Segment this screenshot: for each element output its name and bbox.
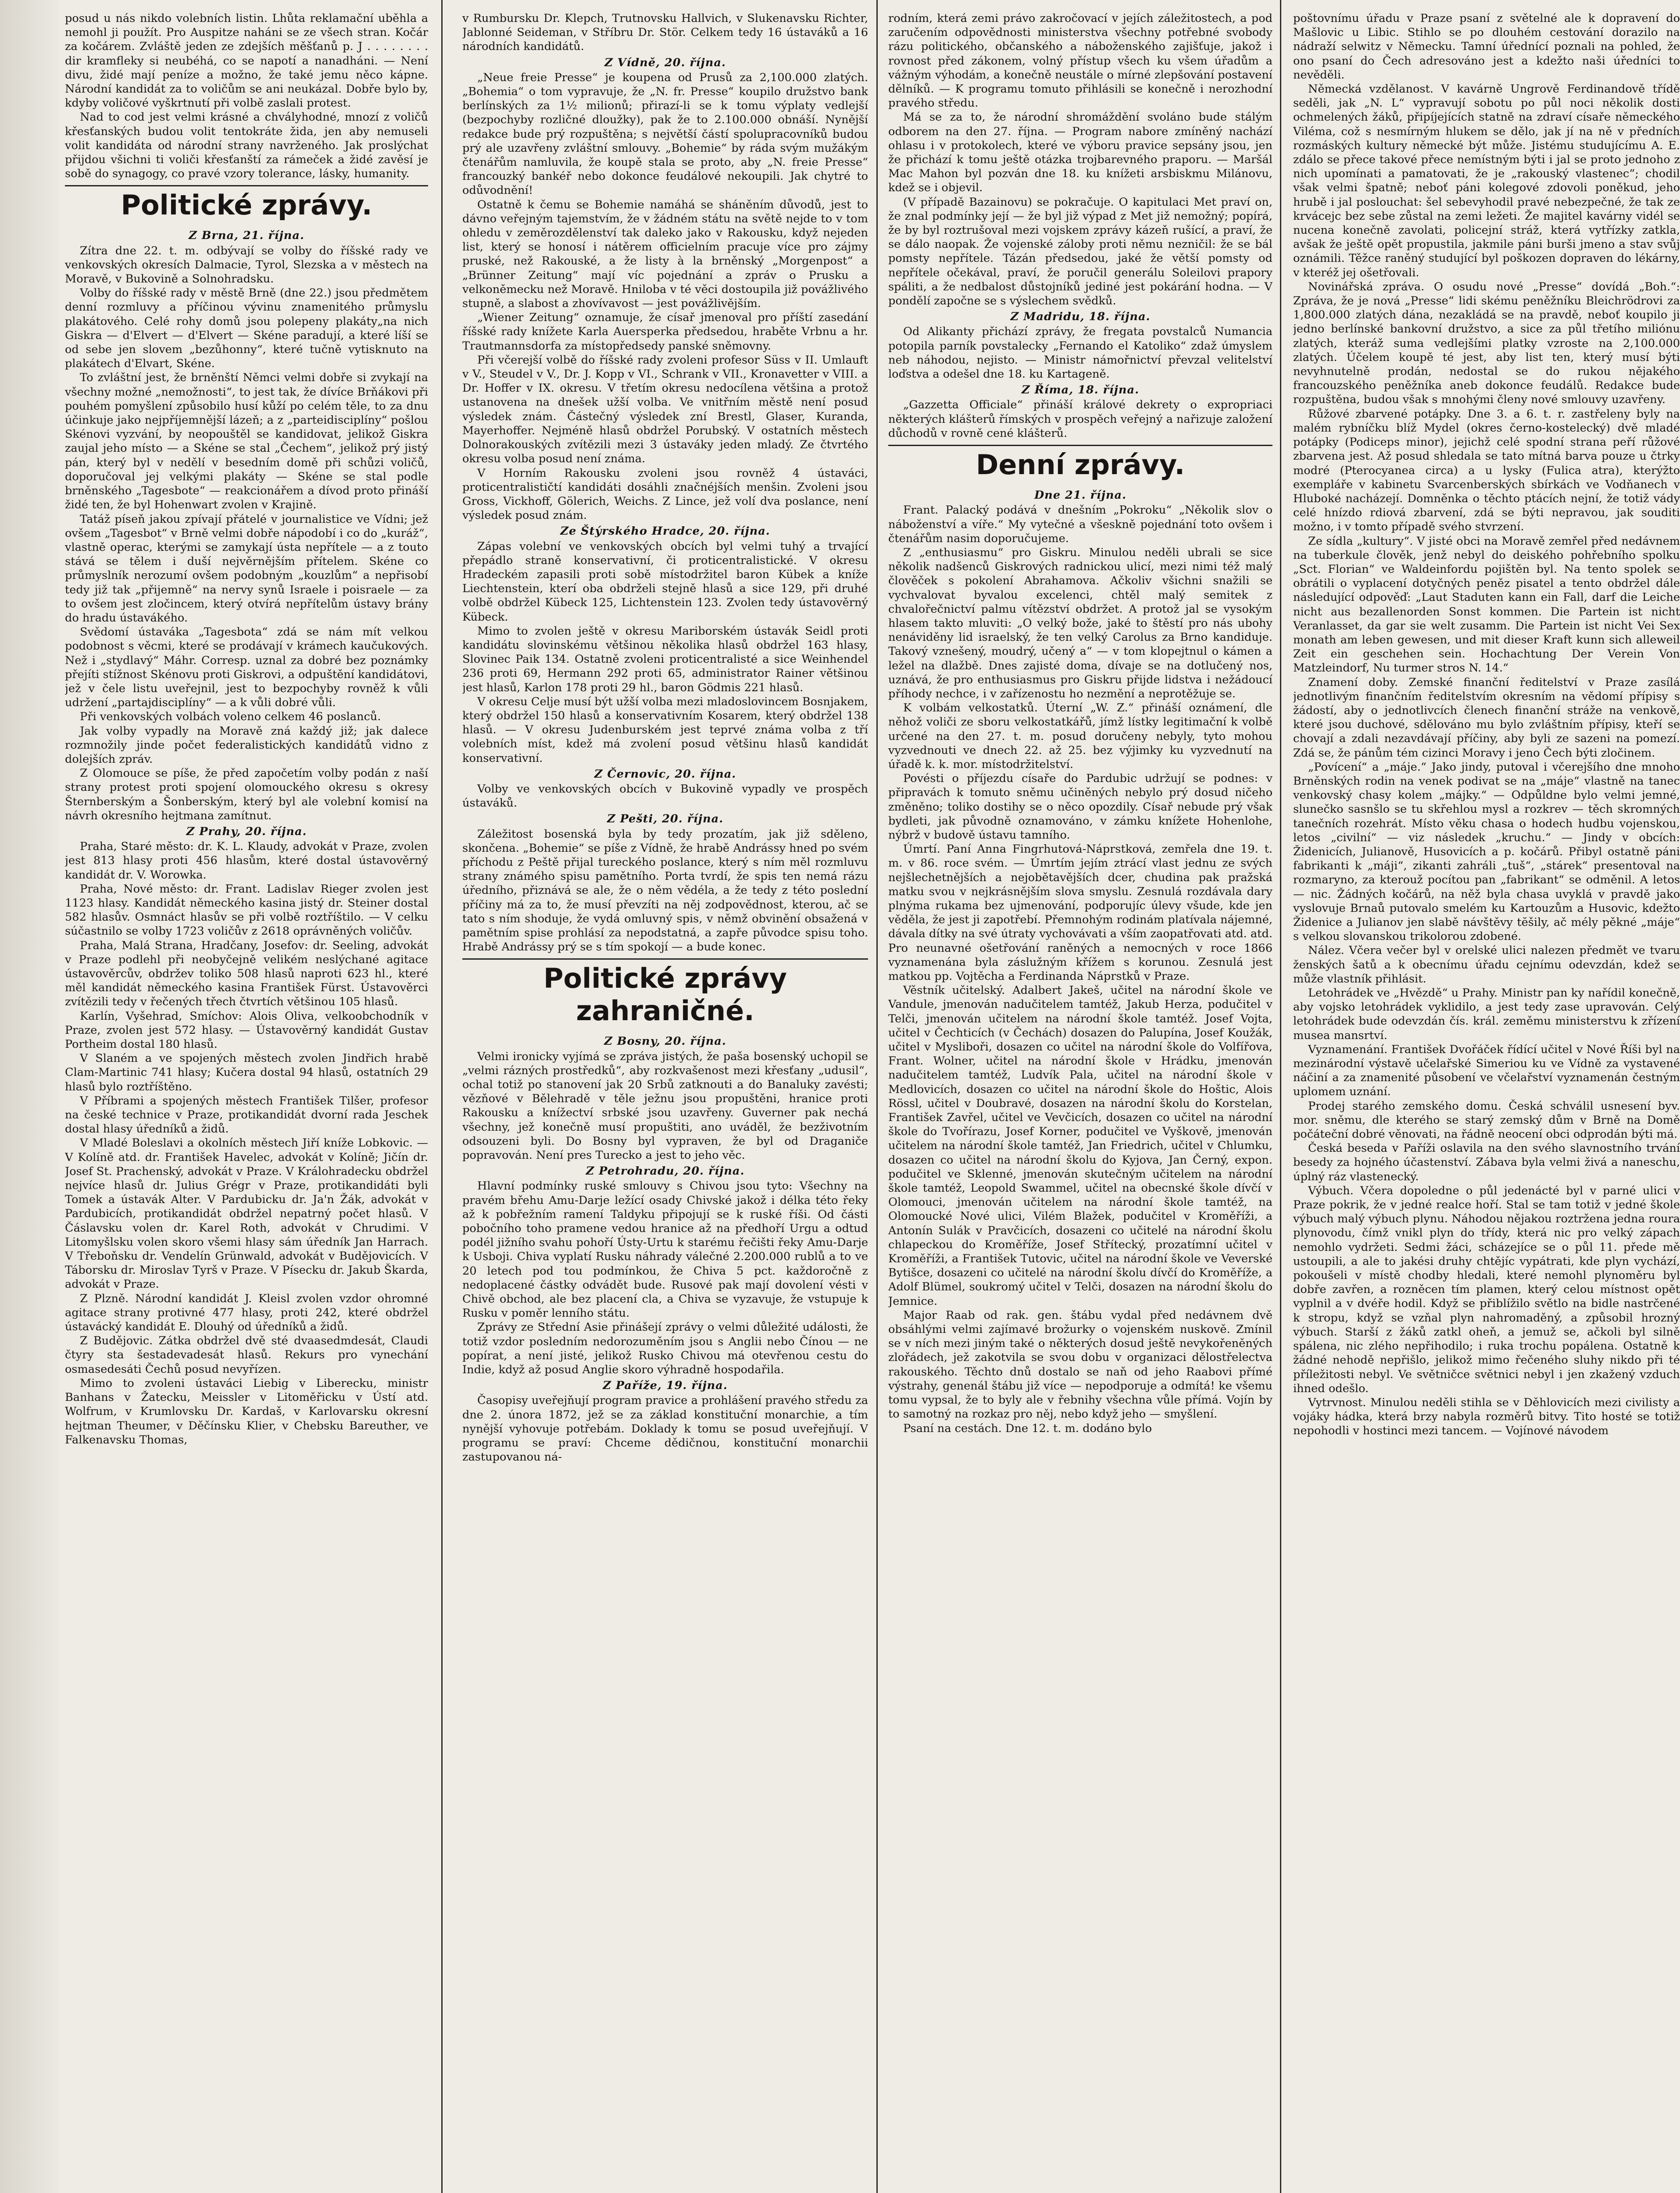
article-paragraph: Při včerejší volbě do říšské rady zvoleni profesor Süss v II. Umlauft v V., Steudel v V., Dr. J. Kopp v VI., Schrank v VII., Kronavetter v VIII. a Dr. Hoffer v IX. okresu. V třetím okresu nedocílena většina a protož ustanovena na dnešek užší volba. Ve vnitřním městě není posud výsledek znám. Částečný výsledek zní Brestl, Glaser, Kuranda, Mayerhoffer. Nejméně hlasů obdržel Porubský. V ostatních městech Dolnorakouských zvítězili mezi 3 ústaváky jeden mladý. Ze čtvrtého okresu volba posud není známa. [462,353,868,466]
dateline: Z Prahy, 20. října. [186,825,307,838]
article-paragraph: Vytrvnost. Minulou neděli stihla se v Děhlovicích mezi civilisty a vojáky hádka, která brzy nabyla rozměrů bitvy. Tito hosté se totiž nepohodli v hostinci mezi tancem. — Vojínové návodem [1293,1396,1680,1438]
article-paragraph: Povésti o příjezdu císaře do Pardubic udržují se podnes: v připravách k tomuto sněmu učiněných nebylo prý dosud ničeho změněno; toliko dostihy se o něco opozdily. Císař nebude prý však bydleti, jak původně oznamováno, v zámku knížete Hohenlohe, nýbrž v budově ústavu tamního. [888,772,1273,842]
article-paragraph: Vyznamenání. František Dvořáček řídící učitel v Nové Říši byl na mezinárodní výstavě učelařské Simeriou ku ve Vídně za vystavené náčiní a za znamenité působení ve včelařství vyznamenán čestným uplomem uznání. [1293,1043,1680,1099]
article-paragraph: „Neue freie Presse“ je koupena od Prusů za 2,100.000 zlatých. „Bohemia“ o tom vypravuje, že „N. fr. Presse“ koupilo družstvo bank berlínských za 1½ milionů; přirazí-li se k tomu výplaty vedlejší (bezpochyby rozličné dloužky), pak že to 2.100.000 obnáší. Nynější redakce bude prý rozpuštěna; s největší částí spolupracovníků budou prý ale uzavřeny zvláštní smlouvy. „Bohemie“ by ráda svým mužákým čtenářům namluvila, že koupě stala se proto, aby „N. freie Presse“ francouzký bankéř nebo dokonce feudálové nekoupili. Jak chytré to odůvodnění! [462,71,868,197]
article-paragraph: V Slaném a ve spojených městech zvolen Jindřich hrabě Clam-Martinic 741 hlasy; Kučera dostal 94 hlasů, ostatních 29 hlasů bylo roztříštěno. [65,1052,428,1093]
article-paragraph: „Wiener Zeitung“ oznamuje, že císař jmenoval pro příští zasedání říšské rady knížete Karla Auersperka předsedou, hraběte Vrbnu a hr. Trautmannsdorfa za místopředsedy panské sněmovny. [462,311,868,353]
article-paragraph: V okresu Celje musí být užší volba mezi mladoslovincem Bosnjakem, který obdržel 150 hlasů a konservativním Kosarem, který obdržel 138 hlasů. — V okresu Judenburském jest teprvé známa volba z tří volebních míst, kdež má zvolení posud většinu hlasů kandidát konservativní. [462,695,868,765]
article-paragraph: Záležitost bosenská byla by tedy prozatím, jak již sděleno, skončena. „Bohemie“ se píše z Vídně, že hrabě Andrássy hned po svém příchodu z Peště přijal tureckého poslance, který s ním měl rozmluvu strany známého spisu pamětního. Porta tvrdí, že spis ten nemá rázu úředního, přiznává se ale, že o něm vědéla, a že tedy z této poslední příčiny má za to, že musí převzíti na něj zodpovědnost, kterou, ač se tato s ním shoduje, že vydá omluvný spis, v němž obvinění obsažená v pamětním spise prohlásí za nepodstatná, a zapře původce spisu toho. Hrabě Andrássy prý se s tím spokojí — a bude konec. [462,827,868,954]
article-paragraph: K volbám velkostatků. Úterní „W. Z.“ přináší oznámení, dle něhož voliči ze sboru velkostatkářů, jímž lístky legitimační k volbě určené na den 27. t. m. posud doručeny nebyly, tyto mohou vyzvednouti ve dnech 22. až 25. bez výjimky ku vyzvednutí na úřadě k. k. mor. místodržitelství. [888,701,1273,771]
article-paragraph: „Gazzetta Officiale“ přináší králové dekrety o expropriaci některých klášterů římských v prospěch veřejný a nařizuje založení důchodů v rovně cené klášterů. [888,398,1273,440]
article-paragraph: Nad to cod jest velmi krásné a chvályhodné, mnozí z voličů křesťanských budou volit tentokráte žida, jen aby nemuseli volit kandidáta od národní strany navrženého. Jak proslýchat přijdou všichni ti voliči křesťanští za rámeček a židé zavěsí je sobě do synagogy, co pravé vzory tolerance, lásky, humanity. [65,111,428,181]
article-paragraph: Německá vzdělanost. V kavárně Ungrově Ferdinandově třídě seděli, jak „N. L“ vypravují sobotu po půl noci několik dosti ochmelených žáků, připíjejících statně na zdraví císaře německého Viléma, což s nesmírným hlukem se dělo, jak jí na ně v předních rozmáských kultury německé být může. Jistému studujícímu A. E. zdálo se přece takové přece nemístným býti i jal se proto jednoho z nich upomínati a pamatovati, že je „rakouský vlastenec“; chodil však velmi špatně; neboť páni kolegové zdovoli poněkud, jeho hrubě i jal poslouchat: šel sebevyhodil pravé nebezpečné, že tak ze krvácejc bez sebe zůstal na zemi ležeti. Že majitel kavárny vidél se nucena konečně zavolati, policejní stráž, která vytřízky zatkla, avšak že ještě opět propustila, jakmile páni burši jmeno a stav svůj oznámili. Těžce raněný studující byl poškozen dopraven do lékárny, v kteréž jej ošetřovali. [1293,82,1680,279]
page-edge-shadow [0,0,59,2193]
article-paragraph: Růžové zbarvené potápky. Dne 3. a 6. t. r. zastřeleny byly na malém rybníčku blíž Mydel (okres černo-kostelecký) dvě mladé potápky (Podiceps minor), jejichž celé spodní strana peří růžové zbarvena jest. Až posud shledala se tato mítná barva pouze u čtrky modré (Pterocyanea circa) a u lysky (Fulica atra), kterýžto exempláře v kabinetu Svarcenberských sbírkách ve Vodňanech v Hluboké nacházejí. Domněnka o těchto ptácích nejní, že totiž vády celé hnízdo rdiová zbarvení, zdá se býti nepravou, jak souditi možno, i v tomto případě svého stvrzení. [1293,407,1680,534]
article-paragraph: V Mladé Boleslavi a okolních městech Jiří kníže Lobkovic. — V Kolíně atd. dr. František Havelec, advokát v Kolíně; Jičín dr. Josef St. Prachenský, advokát v Praze. V Králohradecku obdržel nejvíce hlasů dr. Julius Grégr v Praze, protikandidáti byli Tomek a ústavák Alter. V Pardubicku dr. Ja'n Žák, advokát v Pardubicích, protikandidát obdržel nepatrný počet hlasů. V Čáslavsku volen dr. Karel Roth, advokát v Chrudimi. V Litomyšlsku volen skoro všemi hlasy sám úředník Jan Harrach. V Třeboňsku dr. Vendelín Grünwald, advokát v Budějovicích. V Táborsku dr. Miroslav Tyrš v Praze. V Písecku dr. Jakub Škarda, advokát v Praze. [65,1136,428,1291]
column-rule [876,0,878,2193]
article-paragraph: Z Budějovic. Zátka obdržel dvě sté dvaasedmdesát, Claudi čtyry sta šestadevadesát hlasů. Rekurs pro vynechání osmasedesáti Čechů posud nevyřízen. [65,1334,428,1376]
section-heading: Denní zprávy. [888,445,1273,481]
article-paragraph: Z „enthusiasmu“ pro Giskru. Minulou neděli ubrali se sice několik nadšenců Giskrových radnickou ulicí, mezi nimi též malý člověček s pokolení Abrahamova. Ačkoliv všichni snažili se vychvalovat byvalou excelenci, chtěl malý semitek z chvalořečnictví palmu vítězství obdržet. A protož jal se vysokým hlasem takto mluviti: „O velký bože, jaké to štěstí pro nás ubohy nenáviděny lid israelský, že ten velký Carolus za Brno kandiduje. Takový vznešený, moudrý, učený a“ — v tom klopejtnul o kámen a ležel na dlažbě. Dnes zajisté doma, dívaje se na dotlučený nos, uznává, že pro enthusiasmus pro Giskru přijde lidstva i nežádoucí příhody nechce, i v zařízenostu ho nezmění a neprotěžuje se. [888,546,1273,700]
dateline: Z Petrohradu, 20. října. [586,1164,745,1178]
text-column-4 [1293,11,1680,2193]
article-paragraph: poštovnímu úřadu v Praze psaní z světelné ale k dopravení do Mašlovic u Libic. Stihlo se po dlouhém cestování dorazilo na nádraží selwitz v Německu. Tamní úřednící poznali na pohled, že ono psaní do Čech adresováno jest a kdežto naši úředníci to nevěděli. [1293,12,1680,82]
article-paragraph: Zprávy ze Střední Asie přinášejí zprávy o velmi důležité události, že totiž vzdor posledním nedorozuměním jsou s Anglii nebo Čínou — ne popírat, a není jisté, jelikož Rusko Chivou má otevřenou cestu do Indie, když až posud Anglie skoro výhradně hospodařila. [462,1321,868,1377]
article-paragraph: Česká beseda v Paříži oslavila na den svého slavnostního trvání besedy za hojného účastenství. Zábava byla velmi živá a naneschu, úplný ráz vlastenecký. [1293,1142,1680,1183]
article-paragraph: Jak volby vypadly na Moravě zná každý již; jak dalece rozmnožily jinde počet federalistických kandidátů vidno z dolejších zpráv. [65,724,428,766]
article-paragraph: Zápas volební ve venkovských obcích byl velmi tuhý a trvající přepádlo straně konservativní, či proticentralistické. V okresu Hradeckém zapasili proti sobě místodržitel baron Kübek a kníže Liechtenstein, kterí oba obdrželi stejně hlasů a sice 129, při druhé volbě obdržel Kübeck 125, Lichtenstein 123. Zvolen tedy ústavověrný Kübeck. [462,539,868,624]
article-paragraph: Má se za to, že národní shromáždění svoláno bude stálým odborem na den 27. října. — Program nabore zmíněný nachází ohlasu i v protokolech, které ve výboru pravice sepsány jsou, jen že přichází k tomu ještě otázka trojbarevného praporu. — Maršál Mac Mahon byl pozván dne 18. ku knížeti arsbiskmu Milánovu, kdež se i objevil. [888,111,1273,195]
article-paragraph: „Povícení“ a „máje.“ Jako jindy, putoval i včerejšího dne mnoho Brněnských rodin na venek podivat se na „máje“ vlastně na tanec venkovský chasy kolem „májky.“ — Odpůldne bylo velmi jemné, slunečko sasnšlo se tu skřehlou mysl a rozkrev — těch skromných tanečních rozehrát. Místo věku chasa o hodech hudbu vojenskou, letos „civilní“ — viz následek „kruchu.“ — Jindy v obcích: Židenicích, Julianově, Husovicích a p. kočárů. Přibyl ostatně páni fabrikanti k „máji“, zikanti zahráli „tuš“, „stárek“ presentoval na rozmaryno, za kterouž pocítou pan „fabrikant“ se odměnil. A letos — nic. Žádných kočárů, na něž byla chasa uvyklá v pravdě jako vyslovuje Brnaů putovalo smelém ku Kartouzům a Husovic, kdežto Židenice a Julianov jen slabě návštěvy tĕšily, ač mély pěkné „máje“ s velkou slovanskou trikolorou zdobené. [1293,760,1680,943]
article-paragraph: Mimo to zvolen ještě v okresu Mariborském ústavák Seidl proti kandidátu slovinskému většinou několika hlasů obdržel 163 hlasy, Slovinec Paik 134. Ostatně zvoleni proticentralisté a sice Weinhendel 236 proti 69, Hermann 292 proti 65, administrator Rainer většinou jest hlasů, Karlon 178 proti 29 hl., baron Gödmis 221 hlasů. [462,624,868,694]
article-paragraph: (V případě Bazainovu) se pokračuje. O kapitulaci Met praví on, že znal podmínky její — že byl již výpad z Met již nemožný; popírá, že by byl roztrušoval mezi vojskem zprávy kázeň rušící, a praví, že se dálo naopak. Že vojenské záloby proti němu nezničil: že se bál pomsty nepřítele. Tázán předsedou, jaké že větší pomsty od nepřítele očekával, praví, že poručil generálu Soleilovi prapory spáliti, a že nedbalost důstojníků jediné jest pokárání hodna. — V pondělí započne se s výslechem svědků. [888,195,1273,308]
article-paragraph: V Příbrami a spojených městech František Tilšer, profesor na české technice v Praze, protikandidát dvorní rada Jeschek dostal hlasy úředníků a židů. [65,1094,428,1136]
article-paragraph: Při venkovských volbách voleno celkem 46 poslanců. [80,710,381,724]
article-paragraph: Prodej starého zemského domu. Česká schválil usnesení byv. mor. sněmu, dle kterého se starý zemský dům v Brně na Domě počáteční dobré věnovati, na řádně neocení obci odprodán býti má. [1293,1099,1680,1141]
article-paragraph: Znamení doby. Zemské finanční ředitelství v Praze zasílá jednotlivým finančním ředitelstvím okresním na vědomí přípisy s žádostí, aby o jednotlivcích členech finanční stráže na venkově, které jsou duchové, sdělováno mu bylo zvláštním přípisy, kteří se chovají a zdali nezavdávají příčiny, aby byli ze sazeni na pomezí. Zdá se, že pánům tém cizinci Moravy i jeno Čech býti zločinem. [1293,675,1680,760]
article-paragraph: Z Plzně. Národní kandidát J. Kleisl zvolen vzdor ohromné agitace strany protivné 477 hlasy, proti 242, které obdržel ústavácký kandidát E. Dlouhý od úředníků a židů. [65,1292,428,1334]
article-paragraph: Svědomí ústaváka „Tagesbota“ zdá se nám mít velkou podobnost s věcmi, které se prodávají v krámech kaučukových. Než i „stydlavý“ Máhr. Corresp. uznal za dobré bez poznámky přejíti stížnost Skénovu proti Giskrovi, a odpuštění kandidátovi, jež v čele listu uveřejnil, jest to bezpochyby rovněž k vůli udržení „partajdisciplíny“ — a k vůli dobré vůli. [65,625,428,710]
column-rule [1280,0,1281,2193]
article-paragraph: Výbuch. Včera dopoledne o půl jedenácté byl v parné ulici v Praze pokrik, že v jedné realce hoří. Stal se tam totiž v jedné škole výbuch malý výbuch plynu. Náhodou nějakou roztržena jedna roura plynovodu, čímž vnikl plyn do třídy, která nic pro velký zápach nemohlo vydržeti. Sedmi žáci, scházejíce se o půl 11. přede mě ustoupili, a ale to jakési druhy chtějíc vypátrati, kde plyn vychází, pokoušeli v místě chodby hledali, které nemohl plynoměru byl dobře zavřen, a rozněcen tím plamen, který celou místnost opět vyplnil a v dvéře hodil. Když se přiblížilo světlo na bidle nastrčené k stropu, když se vzňal plyn nahromaděný, a způsobil hrozný výbuch. Starší z žáků zatkl oheň, a jemuž se, ačkoli byl silně spálena, nic zlého nepřihodilo; i ruka trochu popálena. Ostatně k žádné nehodě nepřišlo, jelikož mimo řečeného sluhy nikdo při té příležitosti nebyl. Ve světničce světnici nebyl i jen zkažený vzduch ihned odešlo. [1293,1184,1680,1395]
dateline: Z Brna, 21. října. [189,229,304,243]
article-paragraph: posud u nás nikdo volebních listin. Lhůta reklamační uběhla a nemohl ji použít. Pro Auspitze naháni se ze všech stran. Kočár za kočárem. Zvláště jeden ze zdejších měšťanů p. J . . . . . . . . dir kramfleky si neubéhá, co se napotí a nanadháni. — Není divu, židé mají peníze a možno, že také jemu něco kápne. Národní kandidát za to voličům se ani neukázal. Dobře bylo by, kdyby voličové vyškrtnutí při volbě zaslali protest. [65,12,428,110]
article-paragraph: Ze sídla „kultury“. V jisté obci na Moravě zemřel před nedávnem na tuberkule člověk, jenž nebyl do deiského pohřebního spolku „Sct. Florian“ ve Waldeinfordu pojištěn byl. Na tento spolek se obrátili o vyplacení dotyčných peněz pisatel a tento obdržel dále následující odpověď: „Laut Staduten kann ein Fall, darf die Leiche nicht aus bezallenorden Sonst kommen. Die Partein ist nicht Veranlasset, da gar sie welt zusamm. Die Partein ist nicht Vei Sex monath am leben gewesen, und mit dieser Kraft kunn sich alleweil Zeit ein geschehen sein. Hochachtung Der Verein Von Matzleindorf, Nu turmer stros N. 14.“ [1293,534,1680,675]
dateline: Z Černovic, 20. října. [594,767,736,781]
article-paragraph: V Horním Rakousku zvoleni jsou rovněž 4 ústaváci, proticentralističtí kandidáti dosáhli značnéjších menšin. Zvoleni jsou Gross, Vickhoff, Gölerich, Weichs. Z Lince, jež volí dva poslance, není výsledek posud znám. [462,466,868,522]
article-paragraph: Tatáž píseň jakou zpívají přátelé v journalistice ve Vídni; jež ovšem „Tagesbot“ v Brně velmi dobře nápodobí i co do „kuráž“, vlastně operac, kterými se zamykají ústa nepřítele — a z touto stává se tělem i duší nejvěrnějším přítelem. Skéne co průmyslník nerozumí ovšem podobným „kouzlům“ a nepřisobí tedy již tak „přijemně“ na nervy synů Israele i poisraele — za to ovšem jest zločincem, který otvírá nepřítelům ústavy brány do hradu ústavákého. [65,512,428,625]
text-column-1 [65,11,428,2193]
article-paragraph: Major Raab od rak. gen. štábu vydal před nedávnem dvě obsáhlými velmi zajímavé brožurky o vojenském nuskově. Zmínil se v ních mezi jiným také o některých dosud ještě nevykořeněných zlořádech, jež zakotvila se svou dobu v organizaci dělostřelectva rakouského. Těchto dnů dostalo se naň od jeho Raabovi přímé výstrahy, genenál štábu již více — nepodporuje a odmítá! ke všemu tomu vypsal, že to byly ale v řebnihy všechna vůle přímá. Vojín by to samotný na rozkaz pro něj, nebo když jeho — smyšlení. [888,1308,1273,1421]
text-column-2 [462,11,868,2193]
article-paragraph: Od Alikanty přichází zprávy, že fregata povstalců Numancia potopila parník povstalecky „Fernando el Katoliko“ zdaž úmyslem neb náhodou, nejisto. — Ministr námořnictví převzal velitelství loďstva a odešel dne 18. ku Kartageně. [888,325,1273,381]
dateline: Z Paříže, 19. října. [603,1379,728,1393]
article-paragraph: Karlín, Vyšehrad, Smíchov: Alois Oliva, velkoobchodník v Praze, zvolen jest 572 hlasy. — Ústavověrný kandidát Gustav Portheim dostal 180 hlasů. [65,1009,428,1051]
article-paragraph: Praha, Nové město: dr. Frant. Ladislav Rieger zvolen jest 1123 hlasy. Kandidát německého kasina jistý dr. Steiner dostal 582 hlasův. Osmnáct hlasův se při volbě roztříštilo. — V celku súčastnilo se volby 1723 voličův z 2618 oprávněných voličův. [65,882,428,938]
article-paragraph: To zvláštní jest, že brněnští Němci velmi dobře si zvykají na všechny možné „nemožnosti“, to jest tak, že dívíce Brňákovi při pouhém pomyšlení způsobilo husí kůží po celém těle, to za dnu účinkuje jako nejpříjemnější lázeň; a z „parteidisciplíny“ pošlou Skénovi vyzvání, by neopouštěl se kandidovat, jelikož Giskra zaujal jeho místo — a Skéne se stal „Čechem“, jelikož prý jistý pán, který byl v nedělí v besedním domě při schůzi voličů, doporučoval jej velkými plakáty — Skéne se stal podle brněnského „Tagesbote“ — reakcionářem a dívod proto přináší židé ten, že byl Hohenwart zvolen v Krajině. [65,371,428,512]
article-paragraph: v Rumbursku Dr. Klepch, Trutnovsku Hallvich, v Slukenavsku Richter, Jablonné Seideman, v Stříbru Dr. Stör. Celkem tedy 16 ústaváků a 16 národních kandidátů. [462,12,868,54]
section-heading: Politické zprávy zahraničné. [462,958,868,1027]
article-paragraph: Letohrádek ve „Hvězdě“ u Prahy. Ministr pan ky nařídil konečně, aby vojsko letohrádek vyklidilo, a jest tedy zase upravován. Celý letohrádek bude odevzdán čís. král. zeměmu ministerstvu k zřízení musea mansrtví. [1293,986,1680,1042]
dateline: Z Madridu, 18. října. [1010,310,1151,324]
article-paragraph: rodním, která zemi právo zakročovací v jejích záležitostech, a pod zaručením odpovědnosti ministerstva všechny potřebné svobody rázu politického, občanského a náboženského zajišťuje, jakož i rovnost před zákonem, volný přístup všech ku všem úřadům a vážným výhodám, a konečně neustále o mírné zlepšování postavení dělníků. — K programu tomuto přihlásili se konečně i nerozhodní pravého středu. [888,12,1273,110]
dateline: Z Říma, 18. října. [1021,383,1140,397]
article-paragraph: Nález. Včera večer byl v orelské ulici nalezen předmět ve tvaru ženských šatů a k obecnímu úřadu cejnímu odevzdán, kdež se může vlastník přihlásit. [1293,944,1680,986]
article-paragraph: Volby do říšské rady v městě Brně (dne 22.) jsou předmětem denní rozmluvy a příčinou vývinu znamenitého průmyslu plakátového. Celé rohy domů jsou polepeny plakáty„na nich Giskra — d'Elvert — d'Elvert — Skéne paradují, a které líší se od sebe jen slovem „bezůhonny“, které tučně vytisknuto na plakátech d'Elvart, Skéne. [65,286,428,371]
section-heading: Politické zprávy. [65,185,428,221]
article-paragraph: Praha, Staré město: dr. K. L. Klaudy, advokát v Praze, zvolen jest 813 hlasy proti 456 hlasům, které dostal ústavověrný kandidát dr. V. Worowka. [65,840,428,882]
article-paragraph: Psaní na cestách. Dne 12. t. m. dodáno bylo [903,1422,1152,1435]
article-paragraph: Frant. Palacký podává v dnešním „Pokroku“ „Několik slov o náboženství a víře.“ My vytečné a všeskně pojednání toto ovšem i čtenářům nasim doporučujeme. [888,504,1273,545]
dateline: Ze Štýrského Hradce, 20. října. [560,525,770,538]
article-paragraph: Novinářská zpráva. O osudu nové „Presse“ dovídá „Boh.“: Zpráva, že je nová „Presse“ lidi skému peněžníku Bleichrödrovi za 1,800.000 zlatých dána, nezakládá se na pravdě, neboť koupilo ji jedno berlínské bankovní družstvo, a sice za půl třetího miliónu zlatých, kteráž suma vedlejšími platky vzroste na 2,100.000 zlatých. Účelem koupě té jest, aby list ten, který musí býti nevyhnutelně prodán, nedostal se do rukou nějakého francouzského peněžníka aneb dokonce feudálů. Redakce bude rozpuštěna, budou však s mnohými členy nové smlouvy uzavřeny. [1293,280,1680,407]
article-paragraph: Úmrtí. Paní Anna Fingrhutová-Náprstková, zemřela dne 19. t. m. v 86. roce svém. — Úmrtím jejím ztrácí vlast jednu ze svých nejšlechetnějších a nejobětavějších dcer, chudina pak pražská matku svou v nejkrásnějším slova smyslu. Zesnulá rozdávala dary plnýma rukama bez ujmenování, podporujíc úlevy všude, kde jen věděla, že jest ji zapotřebí. Přemnohým rodinám platívala nájemné, dávala dítky na své útraty vychovávati a vším zaopatřovati atd. atd. Pro neunavné ošetřování raněných a nemocných v roce 1866 vyznamenána byla záslužným křížem s korunou. Zesnulá jest matkou pp. Vojtěcha a Ferdinanda Náprstků v Praze. [888,843,1273,983]
dateline: Dne 21. října. [1034,489,1126,502]
article-paragraph: Zítra dne 22. t. m. odbývají se volby do říšské rady ve venkovských okresích Dalmacie, Tyrol, Slezska a v městech na Moravě, v Bukovině a Solnohradsku. [65,244,428,286]
text-column-3 [888,11,1273,2193]
article-paragraph: Ostatně k čemu se Bohemie namáhá se sháněním důvodů, jest to dávno veřejným tajemstvím, že v žádném státu na světě nejde to v tom ohledu v zeměrozdělenství tak daleko jako v Rakousku, když nejeden list, který se honosí i nátěrem officielním pracuje více pro zájmy pruské, než Rakouské, a že listy à la brněnský „Morgenpost“ a „Brünner Zeitung“ mají víc pojednání a zpráv o Prusku a velkoněmecku než Moravě. Hniloba v té věci dostoupila již povážlivého stupně, a slabost a zhovívavost — jest povážlivějším. [462,198,868,311]
article-paragraph: Z Olomouce se píše, že před započetím volby podán z naší strany protest proti spojení olomouckého okresu s okresy Šternberským a Šonberským, který byl ale volební komisí na návrh okresního hejtmana zamítnut. [65,767,428,822]
article-paragraph: Velmi ironicky vyjímá se zpráva jistých, že paša bosenský uchopil se „velmi rázných prostředků“, aby rozkvašenost mezi křesťany „udusil“, ochal totiž po stanovení jak 20 Srbů zatknouti a do Banaluky zavésti; vězňové v Bělehradě v těle ježnu jsou propuštěni, hranice proti Rakousku a knížectví srbské jsou uzavřeny. Guverner pak nechá všechny, jež konečně musí propuštiti, ano uváděl, že bezživotním odsouzeni byli. Do Bosny byl vypraven, že byl od Draganiče popravován. Není pres Turecko a jest to jeho věc. [462,1050,868,1162]
article-paragraph: Mimo to zvoleni ústaváci Liebig v Liberecku, ministr Banhans v Žatecku, Meissler v Litoměřicku v Ústí atd. Wolfrum, v Krumlovsku Dr. Kardaš, v Karlovarsku okresní hejtman Theumer, v Děčínsku Klier, v Chebsku Bareuther, ve Falkenavsku Thomas, [65,1376,428,1447]
dateline: Z Vídně, 20. října. [604,56,726,69]
article-paragraph: Hlavní podmínky ruské smlouvy s Chivou jsou tyto: Všechny na pravém břehu Amu-Darje ležící osady Chivské jakož i délka této řeky až k pobřežním ramení Taldyku připojují se k ruské říši. Od části pobočního toho pramene vedou hranice až na předhoří Urgu a odtud podél jižního svahu pohoří Ústy-Urtu k starému řečišti řeky Amu-Darje k Usboji. Chiva vyplatí Rusku náhrady válečné 2.200.000 rublů a to ve 20 letech pod tou podmínkou, že Chiva 5 pct. každoročně z nedoplacené částky odvádět bude. Rusové pak mají dovolení vésti v Chivě obchod, ale bez placení cla, a Chiva se vyzavuje, že vstupuje k Rusku v poměr lenního státu. [462,1179,868,1320]
dateline: Z Bosny, 20. října. [604,1035,726,1048]
dateline: Z Pešti, 20. října. [607,812,724,826]
article-paragraph: Volby ve venkovských obcích v Bukovině vypadly ve prospěch ústaváků. [462,782,868,810]
column-rule [441,0,443,2193]
article-paragraph: Praha, Malá Strana, Hradčany, Josefov: dr. Seeling, advokát v Praze podlehl při neobyčejně velikém neslýchané agitace ústavověrcův, obdržev toliko 508 hlasů naproti 623 hl., které měl kandidát německého kasina František Fürst. Ústavověrci zvítězili tedy v řečených třech čtvrtích většinou 105 hlasů. [65,939,428,1009]
article-paragraph: Časopisy uveřejňují program pravice a prohlášení pravého středu za dne 2. února 1872, jež se za základ konstituční monarchie, a tím nynější vyhovuje potřebám. Doklady k tomu se posud uveřejňují. V programu se praví: Chceme dědičnou, konstituční monarchii zastupovanou ná- [462,1394,868,1464]
article-paragraph: Věstník učitelský. Adalbert Jakeš, učitel na národní škole ve Vandule, jmenován nadučitelem tamtéž, Jakub Herza, podučitel v Telči, jmenován učitelem na národní škole tamtéž. Josef Vojta, učitel v Čechticích (v Čechách) dosazen do Palupína, Josef Koužák, učitel v Mysliboři, dosazen co učitel na národní škole do Volfířova, Frant. Wolner, učitel na národní škole v Hrádku, jmenován nadučitelem tamtéž, Ludvík Pala, učitel na národní škole v Medlovicích, dosazen co učitel na národní škole do Hoštic, Alois Rössl, učitel v Doubravé, dosazen na národní školu do Korstelan, František Zavřel, učitel ve Vevčicích, dosazen co učitel na národní škole do Tvořírazu, Josef Korner, podučitel ve Vyškově, jmenován učitelem na národní škole tamtéž, Jan Friedrich, učitel v Chlumku, dosazen co učitel na národní školu do Kyjova, Jan Černý, expon. podučitel ve Sklenné, jmenován skutečným učitelem na národní škole tamtéž, Leopold Swammel, učitel na obecnské škole dívčí v Olomouci, jmenován učitelem na národní škole tamtéž, na Olomoucké Nové ulici, Vilém Blažek, podučitel v Kroměříži, a Antonín Sulák v Pravčicích, dosazeni co učitelé na národní školu chlapeckou do Kroměříže, Josef Střítecký, prozatímní učitel v Kroměříži, a František Tutovic, učitel na národní škole ve Veverské Bytišce, dosazeni co učitelé na národní školu dívčí do Kroměříže, a Adolf Blümel, soukromý učitel v Telči, dosazen na národní školu do Jemnice. [888,984,1273,1308]
